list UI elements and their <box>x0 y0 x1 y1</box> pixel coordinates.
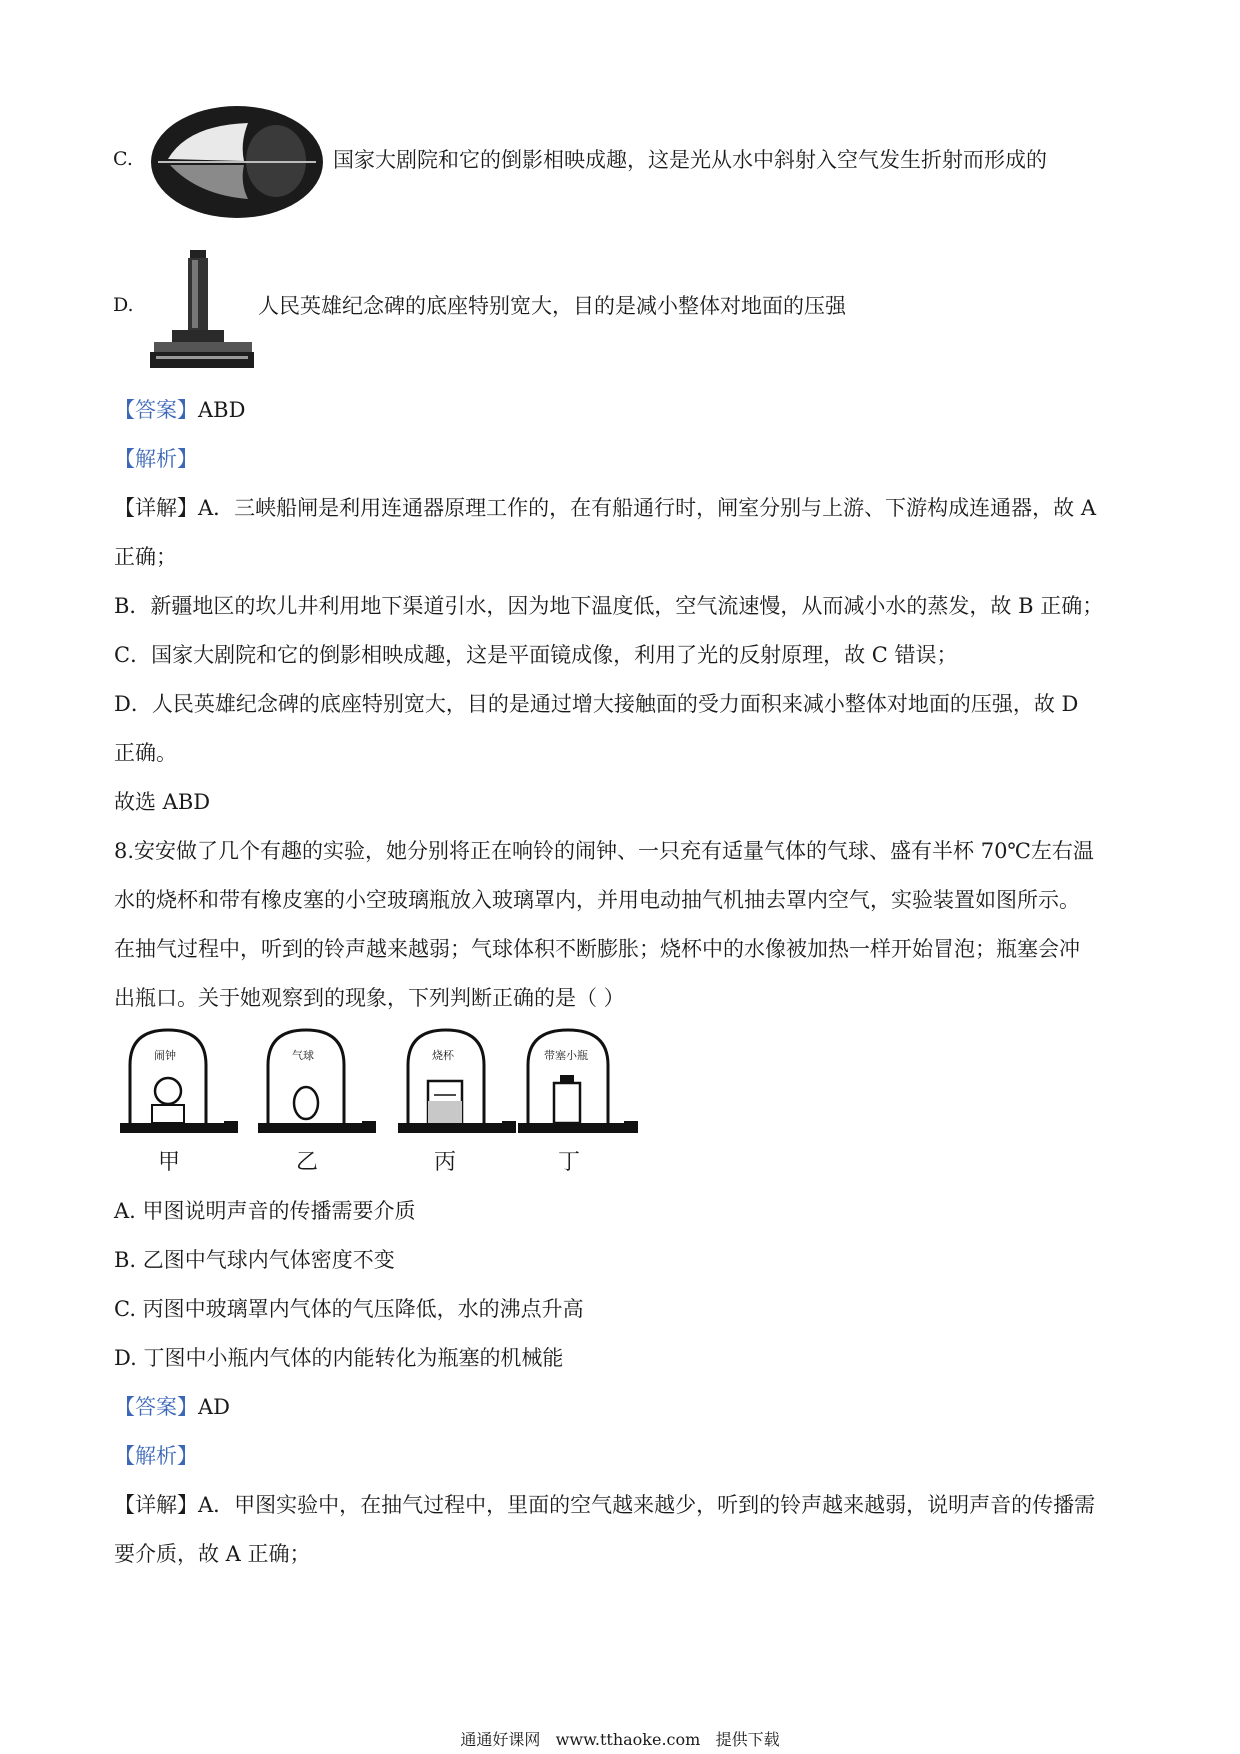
q7-detail-line2: 正确； <box>114 545 177 569</box>
q7-detail-line3: B．新疆地区的坎儿井利用地下渠道引水，因为地下温度低，空气流速慢，从而减小水的蒸发，故 B 正确； <box>114 594 1104 618</box>
answer-value: AD <box>198 1395 231 1419</box>
q8-answer <box>114 1392 230 1422</box>
q8-stem-line1: 8.安安做了几个有趣的实验，她分别将正在响铃的闹钟、一只充有适量气体的气球、盛有半杯 70℃左右温 <box>114 839 1094 863</box>
q7-answer <box>114 395 245 425</box>
q7-detail-line6: 正确。 <box>114 741 177 765</box>
option-c-text: 国家大剧院和它的倒影相映成趣，这是光从水中斜射入空气发生折射而形成的 <box>333 148 1047 172</box>
q7-conclusion: 故选 ABD <box>114 790 211 814</box>
q8-option-c: C. 丙图中玻璃罩内气体的气压降低，水的沸点升高 <box>114 1297 584 1321</box>
option-c-letter: C. <box>113 148 133 170</box>
page-footer: 通通好课网 www.tthaoke.com 提供下载 <box>460 1730 780 1749</box>
q8-stem-line4: 出瓶口。关于她观察到的现象，下列判断正确的是（ ） <box>114 986 625 1010</box>
answer-label: 【答案】 <box>114 398 198 422</box>
q7-detail-line4: C．国家大剧院和它的倒影相映成趣，这是平面镜成像，利用了光的反射原理，故 C 错误； <box>114 643 958 667</box>
jar-inner-label: 气球 <box>292 1049 314 1062</box>
jar-inner-label: 闹钟 <box>154 1049 176 1062</box>
q8-detail-line2: 要介质，故 A 正确； <box>114 1542 311 1566</box>
jar-inner-label: 带塞小瓶 <box>544 1049 588 1062</box>
q7-analysis-label: 【解析】 <box>114 447 198 471</box>
jar-jia <box>118 1025 243 1185</box>
jar-caption: 丁 <box>558 1150 581 1175</box>
jar-bing <box>398 1025 523 1185</box>
jar-caption: 丙 <box>434 1150 457 1175</box>
jar-caption: 甲 <box>158 1150 181 1175</box>
q8-analysis-label: 【解析】 <box>114 1444 198 1468</box>
q8-stem-line3: 在抽气过程中，听到的铃声越来越弱；气球体积不断膨胀；烧杯中的水像被加热一样开始冒泡；瓶塞会冲 <box>114 937 1080 961</box>
grand-theatre-photo-icon <box>148 103 326 221</box>
q8-option-a: A. 甲图说明声音的传播需要介质 <box>114 1199 416 1223</box>
jar-yi <box>258 1025 383 1185</box>
jar-caption: 乙 <box>296 1150 319 1175</box>
q8-stem-line2: 水的烧杯和带有橡皮塞的小空玻璃瓶放入玻璃罩内，并用电动抽气机抽去罩内空气，实验装置如图所示。 <box>114 888 1080 912</box>
q8-option-b: B. 乙图中气球内气体密度不变 <box>114 1248 395 1272</box>
jar-inner-label: 烧杯 <box>432 1049 454 1062</box>
answer-label: 【答案】 <box>114 1395 198 1419</box>
option-d-text: 人民英雄纪念碑的底座特别宽大，目的是减小整体对地面的压强 <box>258 294 846 318</box>
answer-value: ABD <box>198 398 246 422</box>
jar-ding <box>516 1025 648 1185</box>
monument-photo-icon <box>150 246 258 374</box>
bell-jar-figure <box>118 1025 648 1185</box>
option-d-letter: D. <box>113 294 134 316</box>
q8-option-d: D. 丁图中小瓶内气体的内能转化为瓶塞的机械能 <box>114 1346 564 1370</box>
q7-detail-line5: D．人民英雄纪念碑的底座特别宽大，目的是通过增大接触面的受力面积来减小整体对地面的压强，故 D <box>114 692 1079 716</box>
q8-detail-line1: 【详解】A．甲图实验中，在抽气过程中，里面的空气越来越少，听到的铃声越来越弱，说明声音的传播需 <box>114 1493 1096 1517</box>
q7-detail-line1: 【详解】A．三峡船闸是利用连通器原理工作的，在有船通行时，闸室分别与上游、下游构成连通器，故 A <box>114 496 1097 520</box>
